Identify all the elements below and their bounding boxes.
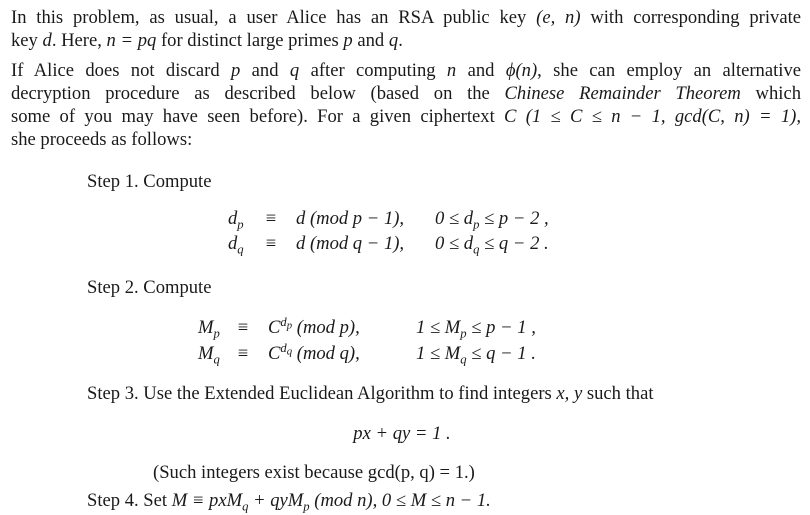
eq-relation: ≡ xyxy=(265,208,277,229)
text: some of you may have seen before). For a given ciphertext xyxy=(11,106,495,127)
lhs-sub: q xyxy=(213,352,220,367)
range-b: ≤ q − 1 . xyxy=(471,343,536,364)
range-sub: q xyxy=(473,242,480,257)
rhs-expression: d (mod q − 1), xyxy=(296,233,405,254)
range-a: 1 ≤ M xyxy=(416,317,461,338)
step-3-label xyxy=(87,382,654,405)
lhs-base: d xyxy=(228,208,238,229)
power-exp: d xyxy=(280,315,287,330)
range-b: ≤ p − 2 , xyxy=(484,208,549,229)
para2-line-1 xyxy=(11,59,801,82)
eq-rhs xyxy=(296,207,404,230)
step-4-text: Step 4. Set xyxy=(87,490,168,511)
text: key xyxy=(11,30,38,51)
eq-range xyxy=(435,207,549,230)
math-ciphertext-condition: (1 ≤ C ≤ n − 1, gcd(C, n) = 1), xyxy=(525,106,801,127)
math-phi-n: ϕ(n) xyxy=(505,60,538,81)
range-sub: q xyxy=(460,352,467,367)
text: for distinct large primes xyxy=(160,30,339,51)
intro-line-1 xyxy=(11,6,801,29)
math-q: q xyxy=(289,60,300,81)
formula-b: + qyM xyxy=(248,490,304,511)
text: she proceeds as follows: xyxy=(11,129,193,150)
eq-relation: ≡ xyxy=(237,317,249,338)
lhs-sub: p xyxy=(213,326,220,341)
text: and xyxy=(251,60,279,81)
range-b: ≤ q − 2 . xyxy=(484,233,549,254)
text: and xyxy=(467,60,495,81)
range-a: 0 ≤ d xyxy=(435,208,474,229)
math-public-key: (e, n) xyxy=(536,7,581,28)
step-3-note: (Such integers exist because gcd(p, q) = 1.) xyxy=(153,462,475,483)
formula-sub-p: p xyxy=(303,499,310,514)
rhs-mod: (mod q), xyxy=(296,343,360,364)
step-4-label xyxy=(87,489,491,512)
lhs-base: M xyxy=(198,343,214,364)
step-3-text: Step 3. Use the Extended Euclidean Algorithm to find integers xyxy=(87,383,552,404)
range-a: 1 ≤ M xyxy=(416,343,461,364)
lhs-base: M xyxy=(198,317,214,338)
eq-rhs xyxy=(268,342,360,365)
eq-range xyxy=(416,342,536,365)
math-x-y: x, y xyxy=(556,383,583,404)
math-d: d xyxy=(42,30,52,51)
text: . Here, xyxy=(51,30,102,51)
power-exp-sub: p xyxy=(286,319,293,332)
formula-a: M ≡ pxM xyxy=(171,490,243,511)
theorem-name: Chinese Remainder Theorem xyxy=(504,83,741,104)
math-p: p xyxy=(231,60,241,81)
math-C: C xyxy=(504,106,517,127)
text: after computing xyxy=(310,60,436,81)
para2-line-4 xyxy=(11,128,801,151)
range-sub: p xyxy=(460,326,467,341)
intro-text: In this problem, as usual, a user Alice has an RSA public key xyxy=(11,7,527,28)
eq-lhs xyxy=(228,207,244,230)
formula-sub-q: q xyxy=(242,499,249,514)
text: decryption procedure as described below (based on the xyxy=(11,83,490,104)
range-b: ≤ p − 1 , xyxy=(471,317,536,338)
math-n-eq-pq: n = pq xyxy=(106,30,157,51)
power-exp-sub: q xyxy=(286,345,293,358)
eq-relation: ≡ xyxy=(265,233,277,254)
math-p: p xyxy=(343,30,353,51)
lhs-sub: p xyxy=(237,217,244,232)
eq-range xyxy=(435,232,549,255)
rhs-expression: d (mod p − 1), xyxy=(296,208,405,229)
step-3-tail: such that xyxy=(586,383,654,404)
text: If Alice does not discard xyxy=(11,60,220,81)
formula-c: (mod n), 0 ≤ M ≤ n − 1. xyxy=(309,490,491,511)
para2-line-3 xyxy=(11,105,801,128)
para2-line-2 xyxy=(11,82,801,105)
math-q: q xyxy=(388,30,399,51)
rhs-mod: (mod p), xyxy=(296,317,360,338)
eq-range xyxy=(416,316,536,339)
eq-rhs xyxy=(268,316,360,339)
text: which xyxy=(755,83,801,104)
eq-relation: ≡ xyxy=(237,343,249,364)
text: , she can employ an alternative xyxy=(537,60,801,81)
eq-rhs xyxy=(296,232,404,255)
eq-lhs xyxy=(198,316,220,339)
power-base: C xyxy=(268,317,281,338)
lhs-base: d xyxy=(228,233,238,254)
range-sub: p xyxy=(473,217,480,232)
range-a: 0 ≤ d xyxy=(435,233,474,254)
math-n: n xyxy=(446,60,457,81)
intro-text-tail: with corresponding private xyxy=(590,7,801,28)
eq-lhs xyxy=(228,232,244,255)
step-2-label: Step 2. Compute xyxy=(87,277,212,298)
bezout-equation: px + qy = 1 . xyxy=(353,423,451,444)
text: and xyxy=(357,30,385,51)
intro-line-2 xyxy=(11,29,801,52)
step-1-label: Step 1. Compute xyxy=(87,171,212,192)
text: . xyxy=(398,30,403,51)
eq-lhs xyxy=(198,342,220,365)
power-exp: d xyxy=(280,341,287,356)
intro-paragraph xyxy=(11,6,801,52)
step-4-formula xyxy=(171,490,491,514)
procedure-paragraph xyxy=(11,59,801,151)
power-base: C xyxy=(268,343,281,364)
lhs-sub: q xyxy=(237,242,244,257)
